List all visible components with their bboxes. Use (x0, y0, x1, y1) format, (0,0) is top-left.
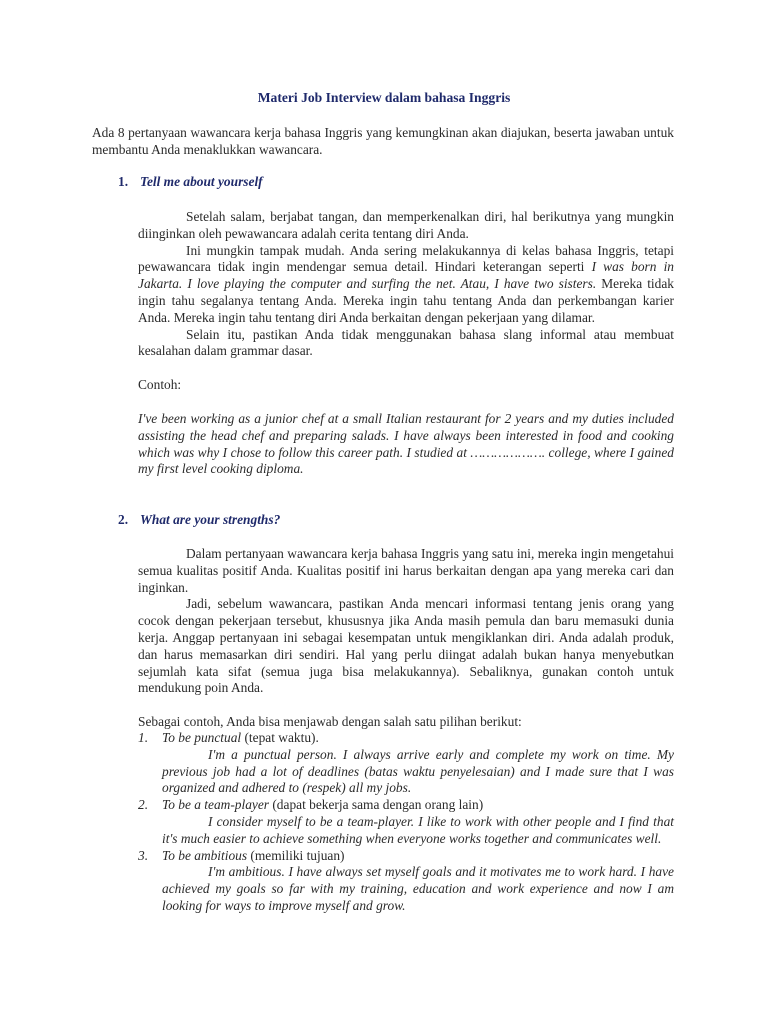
page-title: Materi Job Interview dalam bahasa Inggris (257, 90, 511, 105)
list-answer: I'm a punctual person. I always arrive early and complete my work on time. My previous job had a lot of deadlines (batas waktu penyelesaian) and I made sure that I was organized and adhered to (respek) all my jobs. (162, 746, 674, 796)
list-meaning: (memiliki tujuan) (247, 847, 345, 863)
section-2-heading (118, 512, 280, 529)
list-meaning: (tepat waktu). (241, 730, 319, 745)
example-answer: I've been working as a junior chef at a small Italian restaurant for 2 years and my duties included assisting the head chef and preparing salads. I have always been interested in food and cooking which was why I chose to follow this career path. I studied at ………………. college, where I gained my first level cooking diploma. (138, 410, 674, 477)
section-title: Tell me about yourself (140, 174, 263, 189)
list-item (138, 797, 674, 814)
list-number: 2. (138, 797, 149, 813)
list-term: To be a team-player (162, 797, 269, 813)
paragraph-text: Ini mungkin tampak mudah. Anda sering melakukannya di kelas bahasa Inggris, tetapi pewawancara tidak ingin mendengar semua detail. Hindari keterangan seperti (138, 242, 674, 275)
list-term: To be ambitious (162, 847, 248, 863)
example-label: Contoh: (138, 377, 182, 393)
section-2-body (138, 546, 674, 731)
section-2-paragraph-2: Jadi, sebelum wawancara, pastikan Anda mencari informasi tentang jenis orang yang cocok dengan pekerjaan tersebut, khususnya jika Anda masih pemula dan baru memasuki dunia kerja. Anggap pertanyaan ini sebagai kesempatan untuk mengiklankan diri. Anda adalah produk, dan harus memasarkan diri sendiri. Hal yang perlu diingat adalah bukan hanya menyebutkan sejumlah kata sifat (semua juga bisa melakukannya). Sebaliknya, gunakan contoh untuk mendukung poin Anda. (138, 596, 674, 696)
section-1-paragraph-1: Setelah salam, berjabat tangan, dan memperkenalkan diri, hal berikutnya yang mungkin diinginkan oleh pewawancara adalah cerita tentang diri Anda. (138, 209, 674, 241)
list-number: 1. (138, 730, 149, 745)
list-item (138, 848, 674, 865)
section-1-paragraph-3: Selain itu, pastikan Anda tidak menggunakan bahasa slang informal atau membuat kesalahan dalam grammar dasar. (138, 326, 674, 359)
paragraph-italic-text: I was born in Jakarta. I love playing the computer and surfing the net. Atau, I have two sisters. (138, 259, 674, 292)
section-1-heading (118, 174, 263, 191)
list-answer: I'm ambitious. I have always set myself goals and it motivates me to work hard. I have achieved my goals so far with my training, education and work experience and now I am looking for ways to improve myself and grow. (162, 864, 674, 913)
list-meaning: (dapat bekerja sama dengan orang lain) (269, 797, 484, 813)
section-number: 1. (118, 174, 129, 189)
section-title: What are your strengths? (140, 512, 281, 527)
paragraph-text: Mereka tidak ingin tahu segalanya tentang Anda. Mereka ingin tahu tentang Anda dan perkembangan karier Anda. Mereka ingin tahu tentang diri Anda berkaitan dengan pekerjaan yang dilamar. (138, 276, 674, 325)
strengths-list (138, 730, 674, 915)
list-answer: I consider myself to be a team-player. I like to work with other people and I find that it's much easier to achieve something when everyone works together and communicates well. (162, 813, 674, 846)
section-2-paragraph-3: Sebagai contoh, Anda bisa menjawab dengan salah satu pilihan berikut: (138, 714, 522, 730)
section-number: 2. (118, 512, 129, 527)
list-number: 3. (138, 847, 149, 863)
list-item (138, 730, 674, 747)
section-1-paragraph-2 (138, 243, 674, 327)
intro-paragraph: Ada 8 pertanyaan wawancara kerja bahasa Inggris yang kemungkinan akan diajukan, beserta jawaban untuk membantu Anda menaklukkan wawancara. (92, 125, 674, 157)
section-1-body (138, 209, 674, 478)
section-2-paragraph-1: Dalam pertanyaan wawancara kerja bahasa Inggris yang satu ini, mereka ingin mengetahui semua kualitas positif Anda. Kualitas positif ini harus berkaitan dengan apa yang mereka cari dan inginkan. (138, 546, 674, 595)
list-term: To be punctual (162, 730, 242, 745)
